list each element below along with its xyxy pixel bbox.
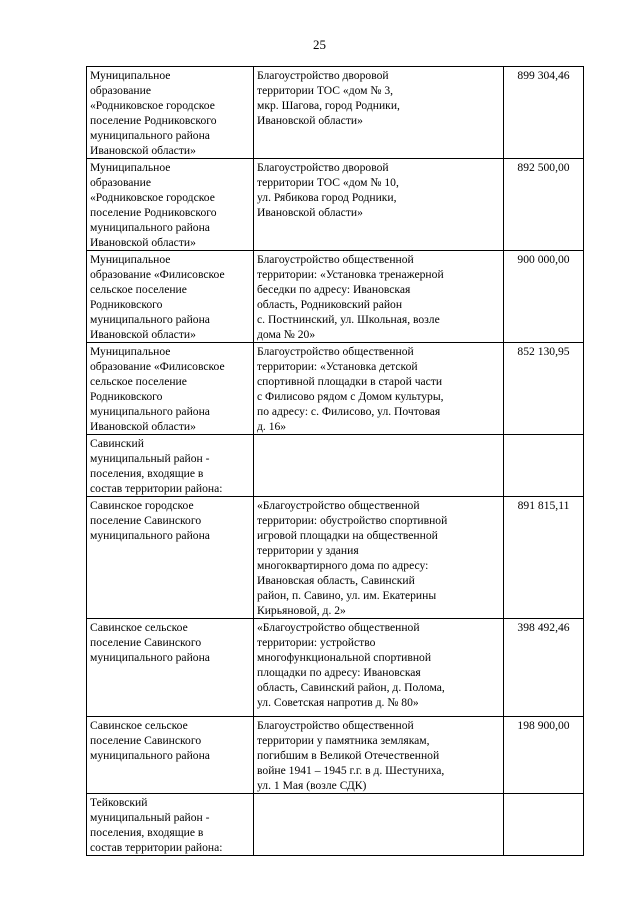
table-row bbox=[87, 251, 584, 343]
amount-cell: 899 304,46 bbox=[504, 67, 584, 159]
amount-cell bbox=[504, 435, 584, 497]
amount-cell: 198 900,00 bbox=[504, 717, 584, 794]
municipality-cell: Муниципальное образование «Родниковское городское поселение Родниковского муниципального района Ивановской области» bbox=[87, 159, 254, 251]
allocation-table bbox=[86, 66, 584, 856]
table-row bbox=[87, 497, 584, 619]
page-number: 25 bbox=[313, 37, 326, 52]
municipality-cell: Муниципальное образование «Филисовское сельское поселение Родниковского муниципального района Ивановской области» bbox=[87, 343, 254, 435]
municipality-cell: Муниципальное образование «Родниковское городское поселение Родниковского муниципального района Ивановской области» bbox=[87, 67, 254, 159]
table-row bbox=[87, 619, 584, 717]
project-description-cell bbox=[254, 435, 504, 497]
project-description-cell: «Благоустройство общественной территории: обустройство спортивной игровой площадки на общественной территории у здания многоквартирного дома по адресу: Ивановская область, Савинский район, п. Савино, ул. им. Екатерины Кирьяновой, д. 2» bbox=[254, 497, 504, 619]
project-description-cell: Благоустройство общественной территории: «Установка тренажерной беседки по адресу: Ивановская область, Родниковский район с. Постнинский, ул. Школьная, возле дома № 20» bbox=[254, 251, 504, 343]
project-description-cell: «Благоустройство общественной территории: устройство многофункциональной спортивной площадки по адресу: Ивановская область, Савинский район, д. Полома, ул. Советская напротив д. № 80» bbox=[254, 619, 504, 717]
project-description-cell: Благоустройство общественной территории: «Установка детской спортивной площадки в старой части с Филисово рядом с Домом культуры, по адресу: с. Филисово, ул. Почтовая д. 16» bbox=[254, 343, 504, 435]
project-description-cell bbox=[254, 794, 504, 856]
amount-cell: 900 000,00 bbox=[504, 251, 584, 343]
table-row-district-header bbox=[87, 435, 584, 497]
table-row bbox=[87, 159, 584, 251]
table-row bbox=[87, 67, 584, 159]
district-header-cell: Савинский муниципальный район - поселения, входящие в состав территории района: bbox=[87, 435, 254, 497]
table-row bbox=[87, 717, 584, 794]
amount-cell: 891 815,11 bbox=[504, 497, 584, 619]
municipality-cell: Савинское городское поселение Савинского муниципального района bbox=[87, 497, 254, 619]
amount-cell: 398 492,46 bbox=[504, 619, 584, 717]
project-description-cell: Благоустройство общественной территории у памятника землякам, погибшим в Великой Отечественной войне 1941 – 1945 г.г. в д. Шестуниха, ул. 1 Мая (возле СДК) bbox=[254, 717, 504, 794]
amount-cell: 892 500,00 bbox=[504, 159, 584, 251]
project-description-cell: Благоустройство дворовой территории ТОС «дом № 3, мкр. Шагова, город Родники, Ивановской области» bbox=[254, 67, 504, 159]
table-row-district-header bbox=[87, 794, 584, 856]
municipality-cell: Савинское сельское поселение Савинского муниципального района bbox=[87, 717, 254, 794]
amount-cell bbox=[504, 794, 584, 856]
amount-cell: 852 130,95 bbox=[504, 343, 584, 435]
district-header-cell: Тейковский муниципальный район - поселения, входящие в состав территории района: bbox=[87, 794, 254, 856]
project-description-cell: Благоустройство дворовой территории ТОС «дом № 10, ул. Рябикова город Родники, Ивановской области» bbox=[254, 159, 504, 251]
municipality-cell: Муниципальное образование «Филисовское сельское поселение Родниковского муниципального района Ивановской области» bbox=[87, 251, 254, 343]
table-row bbox=[87, 343, 584, 435]
municipality-cell: Савинское сельское поселение Савинского муниципального района bbox=[87, 619, 254, 717]
